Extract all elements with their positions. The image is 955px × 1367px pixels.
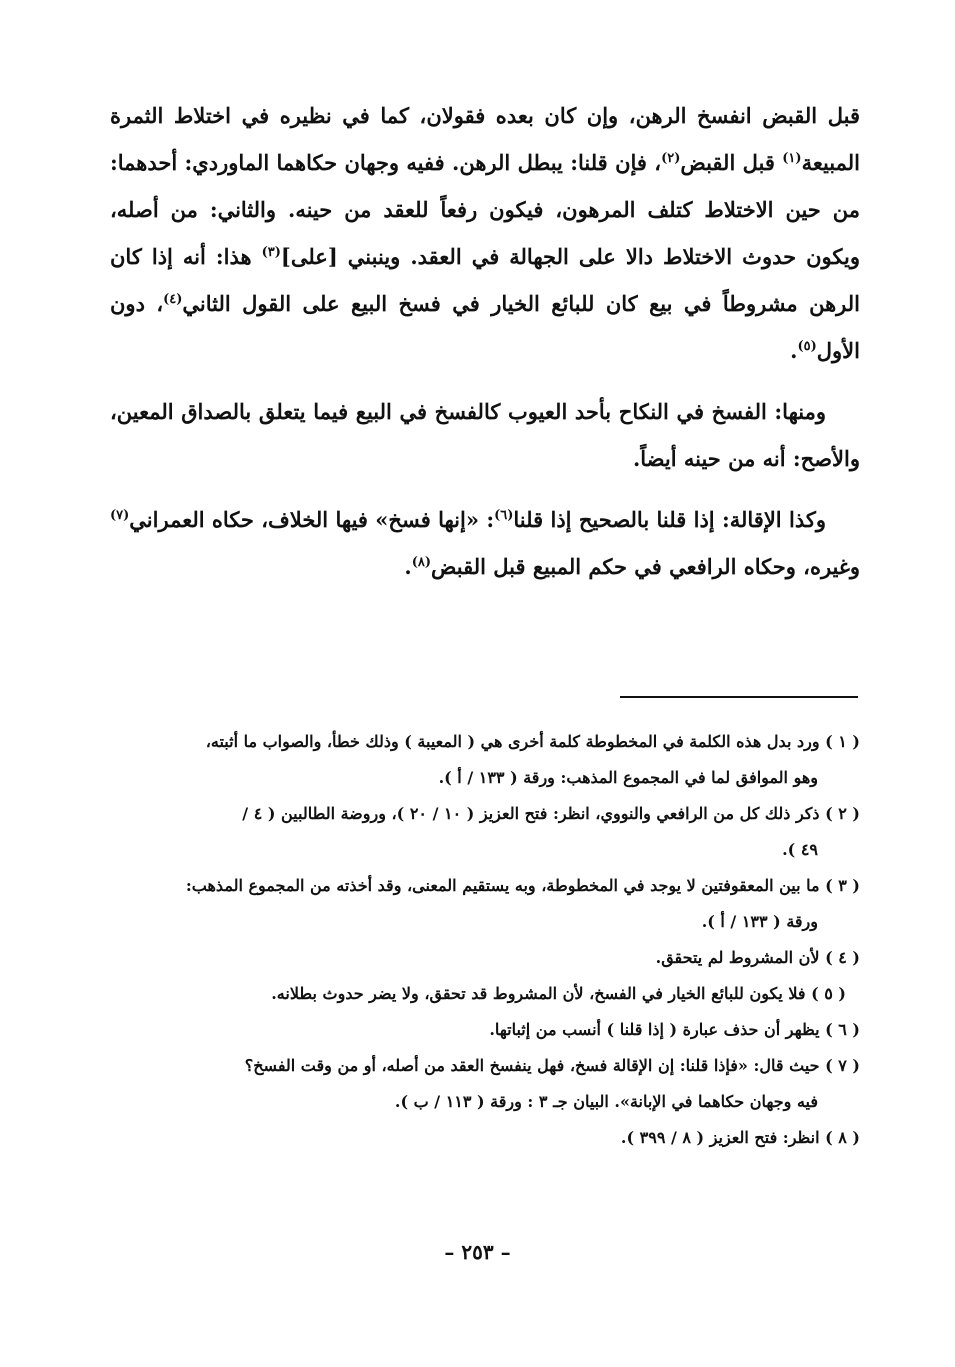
paragraph-1: [110, 92, 860, 374]
footnote-1: ( ١ ) ورد بدل هذه الكلمة في المخطوطة كلمة أخرى هي ( المعيبة ) وذلك خطأ، والصواب ما أثبته،: [205, 732, 860, 751]
footnote-ref-3[interactable]: (٣): [261, 245, 281, 260]
footnote-ref-1[interactable]: (١): [782, 151, 802, 166]
main-text: [110, 92, 860, 590]
text-run: ، دون الأول: [110, 291, 860, 363]
paragraph-3: [110, 496, 860, 590]
text-run: هذا: أنه إذا كان الرهن مشروطاً في بيع كان للبائع الخيار في فسخ البيع على القول الثاني: [110, 244, 860, 316]
page-number: – ٢٥٣ –: [444, 1240, 511, 1264]
footnote-ref-5[interactable]: (٥): [797, 339, 817, 354]
footnote-ref-7[interactable]: (٧): [110, 508, 130, 523]
footnote-6: ( ٦ ) يظهر أن حذف عبارة ( إذا قلنا ) أنسب من إثباتها.: [489, 1020, 860, 1039]
footnote-ref-2[interactable]: (٢): [661, 151, 681, 166]
footnotes: [108, 724, 860, 1156]
footnote-3: ( ٣ ) ما بين المعقوفتين لا يوجد في المخطوطة، وبه يستقيم المعنى، وقد أخذته من المجموع المذهب:: [185, 876, 860, 895]
footnote-7: ( ٧ ) حيث قال: «فإذا قلنا: إن الإقالة فسخ، فهل ينفسخ العقد من أصله، أو من وقت الفسخ؟: [244, 1056, 860, 1075]
text-run: قبل القبض: [680, 150, 783, 175]
text-run: ، فإن قلنا: يبطل الرهن. ففيه وجهان حكاهما الماوردي: أحدهما: من حين الاختلاط كتلف المرهون، فيكون رفعاً للعقد من حينه. والثاني: من أصله، ويكون حدوث الاختلاط دالا على الجهالة في العقد. وينبني [على]: [110, 150, 860, 269]
footnote-4: ( ٤ ) لأن المشروط لم يتحقق.: [655, 948, 860, 967]
footnote-1-cont: وهو الموافق لما في المجموع المذهب: ورقة ( ١٣٣ / أ ).: [438, 768, 818, 787]
footnote-2-cont: ٤٩ ).: [782, 840, 818, 859]
text-run: .: [790, 338, 798, 363]
text-run: : «إنها فسخ» فيها الخلاف، حكاه العمراني: [129, 507, 495, 532]
footnote-ref-4[interactable]: (٤): [163, 292, 183, 307]
text-run: وكذا الإقالة: إذا قلنا بالصحيح إذا قلنا: [513, 507, 826, 532]
text-run: وغيره، وحكاه الرافعي في حكم المبيع قبل القبض: [431, 554, 860, 579]
footnote-3-cont: ورقة ( ١٣٣ / أ ).: [701, 912, 818, 931]
text-run: قبل القبض انفسخ الرهن، وإن كان بعده فقولان، كما في نظيره في اختلاط الثمرة المبيعة: [110, 103, 860, 175]
footnote-2: ( ٢ ) ذكر ذلك كل من الرافعي والنووي، انظر: فتح العزيز ( ١٠ / ٢٠ )، وروضة الطالبين ( ٤ /: [242, 804, 860, 823]
footnote-separator: [620, 696, 858, 698]
footnote-5: ( ٥ ) فلا يكون للبائع الخيار في الفسخ، لأن المشروط قد تحقق، ولا يضر حدوث بطلانه.: [271, 984, 846, 1003]
footnote-ref-8[interactable]: (٨): [411, 555, 432, 570]
footnote-8: ( ٨ ) انظر: فتح العزيز ( ٨ / ٣٩٩ ).: [620, 1128, 860, 1147]
footnote-7-cont: فيه وجهان حكاهما في الإبانة». البيان جـ ٣ : ورقة ( ١١٣ / ب ).: [394, 1092, 818, 1111]
footnote-ref-6[interactable]: (٦): [494, 508, 514, 523]
text-run: .: [404, 554, 412, 579]
paragraph-2: ومنها: الفسخ في النكاح بأحد العيوب كالفسخ في البيع فيما يتعلق بالصداق المعين، والأصح: أنه من حينه أيضاً.: [110, 399, 860, 471]
